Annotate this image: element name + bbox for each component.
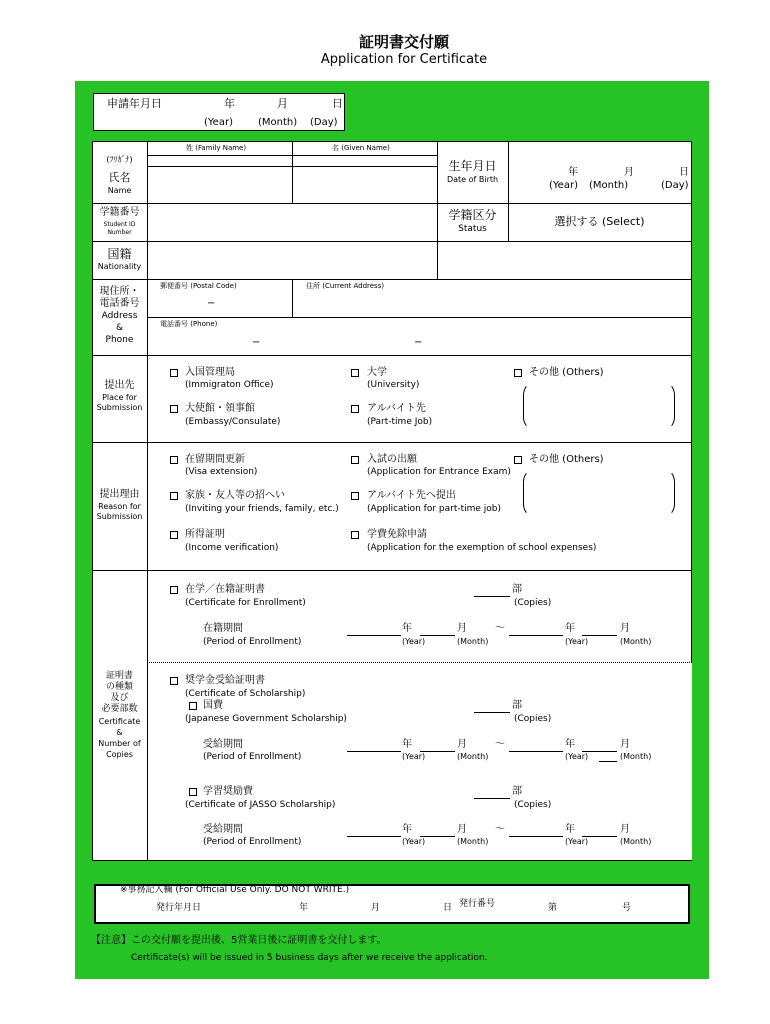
nationality-field[interactable]: [148, 242, 691, 278]
official-use-heading: ※事務記入欄 (For Official Use Only. DO NOT WRITE.): [120, 885, 350, 895]
dob-label-ja: 生年月日: [448, 159, 497, 173]
checkbox-parttime-reason[interactable]: [351, 492, 359, 500]
app-day-en: (Day): [310, 117, 338, 128]
postal-code-label: 郵便番号 (Postal Code): [160, 282, 237, 290]
jasso-period-label-en: (Period of Enrollment): [203, 837, 302, 847]
gov-end-month-prefix-field[interactable]: [599, 761, 617, 762]
parttime-reason-label-en: (Application for part-time job): [367, 504, 502, 514]
enroll-end-year-unit: 年: [565, 623, 575, 634]
cert-label-ja2: の種類: [105, 682, 133, 692]
jasso-start-month-field[interactable]: [420, 836, 455, 837]
dob-month-en: (Month): [589, 180, 629, 191]
jasso-end-month-en: (Month): [620, 837, 652, 846]
address-label-ja1: 現住所・: [99, 286, 140, 297]
checkbox-exemption[interactable]: [351, 531, 359, 539]
enroll-tilde: 〜: [495, 623, 505, 634]
issue-month-unit: 月: [371, 903, 381, 913]
issue-go: 号: [622, 903, 632, 913]
address-label-ja2: 電話番号: [99, 298, 140, 309]
checkbox-immigration[interactable]: [170, 369, 178, 377]
address-label-en3: Phone: [105, 335, 134, 345]
jasso-label-en: (Certificate of JASSO Scholarship): [185, 800, 336, 810]
gov-end-year-unit: 年: [565, 739, 575, 750]
application-date-label: 申請年月日: [107, 97, 162, 110]
immigration-label-en: (Immigraton Office): [185, 380, 274, 390]
checkbox-embassy[interactable]: [170, 405, 178, 413]
checkbox-university[interactable]: [351, 369, 359, 377]
jasso-start-year-field[interactable]: [347, 836, 401, 837]
enrollment-label-ja: 在学／在籍証明書: [185, 584, 265, 595]
dob-month-label: 月: [624, 167, 634, 178]
checkbox-inviting[interactable]: [170, 492, 178, 500]
gov-start-month-en: (Month): [457, 752, 489, 761]
others-reason-bracket[interactable]: [523, 470, 675, 516]
income-label-ja: 所得証明: [185, 529, 225, 540]
given-name-field[interactable]: [293, 167, 436, 202]
exemption-label-ja: 学費免除申請: [367, 529, 427, 540]
entrance-exam-label-ja: 入試の出願: [367, 454, 417, 465]
submission-label-en1: Place for: [102, 393, 137, 402]
enroll-start-year-en: (Year): [402, 637, 426, 646]
phone-dash-2[interactable]: −: [414, 337, 423, 348]
checkbox-others-reason[interactable]: [514, 456, 522, 464]
phone-dash-1[interactable]: −: [252, 337, 261, 348]
jasso-end-year-en: (Year): [565, 837, 589, 846]
reason-label-en1: Reason for: [98, 502, 141, 511]
gov-end-year-field[interactable]: [509, 751, 563, 752]
dob-label-en: Date of Birth: [446, 175, 499, 184]
others-place-label: その他 (Others): [529, 367, 604, 378]
submission-label-en2: Submission: [96, 403, 143, 412]
enroll-end-year-en: (Year): [565, 637, 589, 646]
checkbox-gov-scholarship[interactable]: [189, 702, 197, 710]
student-id-label-en1: Student ID: [103, 221, 136, 228]
gov-scholarship-label-ja: 国費: [203, 700, 223, 711]
gov-end-year-en: (Year): [565, 752, 589, 761]
dob-day-en: (Day): [661, 180, 689, 191]
issue-year-unit: 年: [299, 903, 309, 913]
gov-period-label-ja: 受給期間: [203, 739, 243, 750]
visa-label-en: (Visa extension): [185, 467, 258, 477]
name-label-ja: 氏名: [108, 171, 131, 184]
page-subtitle: Application for Certificate: [320, 52, 488, 67]
embassy-label-en: (Embassy/Consulate): [185, 417, 281, 427]
enrollment-label-en: (Certificate for Enrollment): [185, 598, 306, 608]
gov-copies-en: (Copies): [514, 714, 552, 724]
dob-year-label: 年: [568, 167, 578, 178]
enrollment-copies-en: (Copies): [514, 598, 552, 608]
embassy-label-ja: 大使館・領事館: [185, 403, 255, 414]
status-select[interactable]: 選択する (Select): [554, 215, 645, 228]
enroll-start-month-field[interactable]: [420, 635, 455, 636]
cert-label-en3: Number of: [98, 739, 141, 748]
issue-day-unit: 日: [443, 903, 453, 913]
app-year-label: 年: [224, 97, 235, 110]
application-date-box: [93, 93, 345, 131]
checkbox-parttime-place[interactable]: [351, 405, 359, 413]
page-title: 証明書交付願: [358, 33, 449, 51]
others-reason-label: その他 (Others): [529, 454, 604, 465]
university-label-en: (University): [367, 380, 420, 390]
checkbox-jasso[interactable]: [189, 788, 197, 796]
note-ja: 【注意】この交付願を提出後、5営業日後に証明書を交付します。: [91, 935, 387, 946]
reason-label-en2: Submission: [96, 512, 143, 521]
enroll-end-month-unit: 月: [620, 623, 630, 634]
enroll-end-month-en: (Month): [620, 637, 652, 646]
gov-start-year-unit: 年: [402, 739, 412, 750]
immigration-label-ja: 入国管理局: [185, 367, 235, 378]
jasso-end-year-field[interactable]: [509, 836, 563, 837]
checkbox-income[interactable]: [170, 531, 178, 539]
family-name-field[interactable]: [148, 167, 291, 202]
enroll-start-month-en: (Month): [457, 637, 489, 646]
address-label-en2: &: [115, 323, 124, 333]
others-place-bracket[interactable]: [523, 383, 675, 429]
jasso-copies-en: (Copies): [514, 800, 552, 810]
note-en: Certificate(s) will be issued in 5 business days after we receive the application.: [131, 953, 488, 963]
student-id-label-ja: 学籍番号: [99, 207, 140, 218]
enrollment-period-label-en: (Period of Enrollment): [203, 637, 302, 647]
gov-start-year-field[interactable]: [347, 751, 401, 752]
exemption-label-en: (Application for the exemption of school expenses): [367, 543, 597, 553]
jasso-tilde: 〜: [495, 824, 505, 835]
status-label-en: Status: [458, 224, 487, 234]
jasso-period-label-ja: 受給期間: [203, 824, 243, 835]
jasso-label-ja: 学習奨励費: [203, 786, 253, 797]
student-id-field[interactable]: [148, 204, 436, 240]
enroll-end-month-field[interactable]: [582, 635, 617, 636]
scholarship-label-ja: 奨学金受給証明書: [185, 675, 265, 686]
name-label-en: Name: [107, 186, 132, 195]
jasso-start-month-en: (Month): [457, 837, 489, 846]
checkbox-scholarship[interactable]: [170, 677, 178, 685]
cert-label-ja3: 及び: [110, 693, 129, 703]
gov-end-month-en: (Month): [620, 752, 652, 761]
jasso-start-year-unit: 年: [402, 824, 412, 835]
app-day-label: 日: [332, 97, 343, 110]
enroll-start-month-unit: 月: [457, 623, 467, 634]
furigana-label: (ﾌﾘｶﾞﾅ): [106, 155, 133, 164]
gov-period-label-en: (Period of Enrollment): [203, 752, 302, 762]
income-label-en: (Income verification): [185, 543, 279, 553]
cert-label-en4: Copies: [106, 750, 133, 759]
cert-label-ja1: 証明書: [105, 671, 133, 681]
current-address-label: 住所 (Current Address): [306, 282, 385, 290]
gov-start-month-unit: 月: [457, 739, 467, 750]
status-label-ja: 学籍区分: [448, 208, 497, 222]
cert-label-ja4: 必要部数: [101, 704, 138, 714]
visa-label-ja: 在留期間更新: [185, 454, 245, 465]
university-label-ja: 大学: [367, 367, 387, 378]
given-name-label: 名 (Given Name): [332, 144, 390, 152]
postal-code-dash[interactable]: −: [207, 298, 216, 309]
enrollment-period-label-ja: 在籍期間: [203, 623, 243, 634]
jasso-start-month-unit: 月: [457, 824, 467, 835]
cert-label-en2: &: [116, 728, 123, 737]
checkbox-others-place[interactable]: [514, 369, 522, 377]
gov-copies-field[interactable]: [474, 712, 510, 713]
entrance-exam-label-en: (Application for Entrance Exam): [367, 467, 511, 477]
parttime-reason-label-ja: アルバイト先へ提出: [367, 490, 456, 501]
enroll-end-year-field[interactable]: [509, 635, 563, 636]
issue-dai: 第: [548, 903, 558, 913]
inviting-label-en: (Inviting your friends, family, etc.): [185, 504, 339, 514]
enroll-start-year-unit: 年: [402, 623, 412, 634]
phone-label: 電話番号 (Phone): [160, 320, 218, 328]
nationality-label-en: Nationality: [97, 262, 142, 271]
dob-day-label: 日: [679, 167, 689, 178]
parttime-place-label-ja: アルバイト先: [367, 403, 426, 414]
gov-scholarship-label-en: (Japanese Government Scholarship): [185, 714, 347, 724]
enrollment-copies-unit: 部: [512, 584, 522, 595]
inviting-label-ja: 家族・友人等の招へい: [185, 490, 285, 501]
enroll-start-year-field[interactable]: [347, 635, 401, 636]
checkbox-enrollment[interactable]: [170, 586, 178, 594]
scholarship-label-en: (Certificate of Scholarship): [185, 689, 306, 699]
address-label-en1: Address: [101, 311, 138, 321]
checkbox-visa[interactable]: [170, 456, 178, 464]
cert-label-en1: Certificate: [98, 717, 141, 726]
reason-label-ja: 提出理由: [99, 489, 140, 500]
jasso-start-year-en: (Year): [402, 837, 426, 846]
dob-year-en: (Year): [549, 180, 578, 191]
gov-end-month-unit: 月: [620, 739, 630, 750]
gov-start-month-field[interactable]: [420, 751, 455, 752]
app-year-en: (Year): [204, 117, 233, 128]
gov-copies-unit: 部: [512, 700, 522, 711]
app-month-label: 月: [277, 97, 288, 110]
gov-tilde: 〜: [495, 739, 505, 750]
jasso-copies-field[interactable]: [474, 798, 510, 799]
checkbox-entrance-exam[interactable]: [351, 456, 359, 464]
app-month-en: (Month): [258, 117, 298, 128]
nationality-label-ja: 国籍: [107, 247, 132, 261]
enrollment-copies-field[interactable]: [474, 596, 510, 597]
jasso-end-year-unit: 年: [565, 824, 575, 835]
family-name-label: 姓 (Family Name): [186, 144, 247, 152]
gov-start-year-en: (Year): [402, 752, 426, 761]
jasso-end-month-unit: 月: [620, 824, 630, 835]
issue-date-label: 発行年月日: [156, 903, 202, 913]
issue-number-label: 発行番号: [459, 899, 496, 909]
submission-label-ja: 提出先: [104, 380, 135, 391]
student-id-label-en2: Number: [107, 229, 132, 236]
jasso-copies-unit: 部: [512, 786, 522, 797]
parttime-place-label-en: (Part-time Job): [367, 417, 433, 427]
